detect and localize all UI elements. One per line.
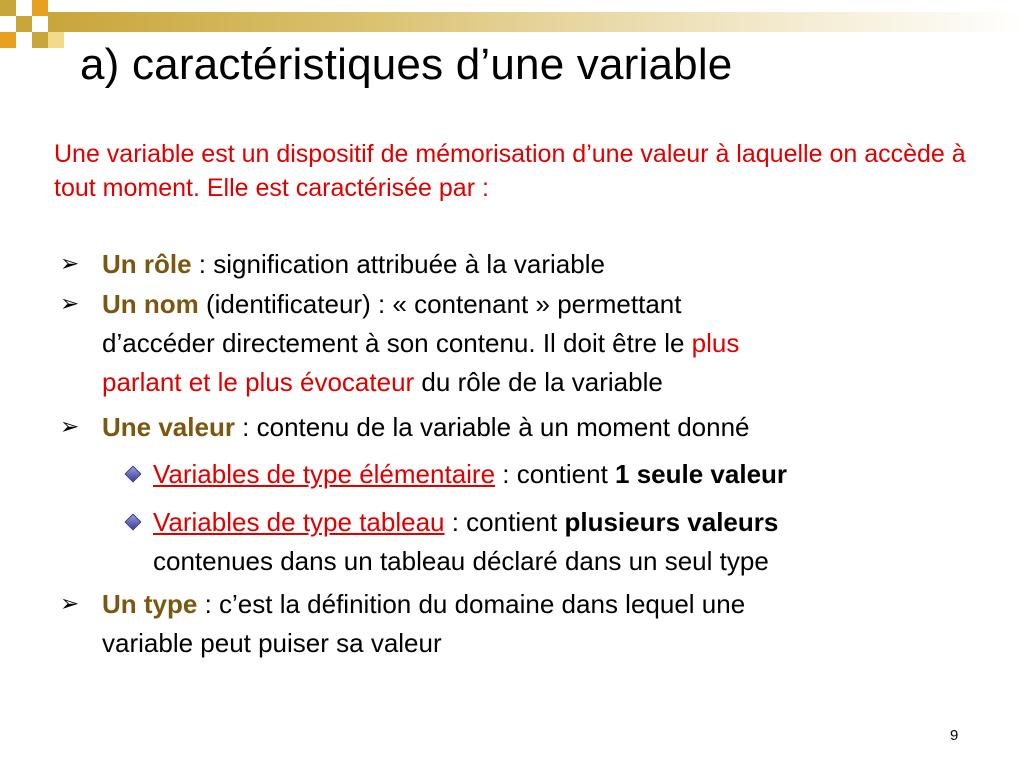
bullet-term: Un type — [102, 589, 198, 619]
decor-square — [16, 16, 32, 32]
bullet-line — [102, 585, 745, 624]
bullet-text: (identificateur) : « contenant » permettant — [198, 289, 682, 319]
arrow-bullet-icon: ➢ — [60, 590, 80, 616]
intro-paragraph: Une variable est un dispositif de mémorisation d’une valeur à laquelle on accède à tout moment. Elle est caractérisée par : — [54, 140, 966, 202]
decor-square — [0, 0, 16, 16]
bullet-line — [102, 324, 739, 363]
bullet-text: : contenu de la variable à un moment donné — [234, 412, 750, 442]
bullet-text: d’accéder directement à son contenu. Il doit être le — [102, 328, 692, 358]
subitem-line: contenues dans un tableau déclaré dans un seul type — [153, 546, 769, 576]
highlight-text: plus — [691, 328, 740, 358]
decor-square — [0, 32, 16, 48]
decor-square — [16, 0, 32, 16]
subitem-elementary — [153, 455, 787, 494]
decor-square — [16, 32, 32, 48]
decor-square — [32, 0, 48, 16]
header-gradient-band — [48, 12, 1024, 32]
bullet-term: Un rôle — [102, 249, 192, 279]
arrow-bullet-icon: ➢ — [60, 250, 80, 276]
bullet-type — [102, 585, 745, 663]
bullet-term: Une valeur — [102, 412, 235, 442]
link-elementary-types[interactable]: Variables de type élémentaire — [153, 459, 496, 489]
subitem-text: : contient — [495, 459, 616, 489]
bullet-text: du rôle de la variable — [414, 367, 663, 397]
decor-square — [48, 32, 64, 48]
bullet-text: : c’est la définition du domaine dans lequel une — [197, 589, 746, 619]
arrow-bullet-icon: ➢ — [60, 290, 80, 316]
slide-title: a) caractéristiques d’une variable — [80, 40, 733, 89]
highlight-text: parlant et le plus évocateur — [102, 367, 415, 397]
diamond-bullet-icon — [125, 514, 142, 531]
subitem-array — [153, 503, 778, 581]
arrow-bullet-icon: ➢ — [60, 413, 80, 439]
diamond-bullet-icon — [125, 466, 142, 483]
decor-square — [0, 16, 16, 32]
bullet-line — [102, 285, 739, 324]
bullet-text: : signification attribuée à la variable — [191, 249, 605, 279]
link-array-types[interactable]: Variables de type tableau — [153, 507, 445, 537]
subitem-text: : contient — [444, 507, 565, 537]
decor-square — [32, 16, 48, 32]
bullet-line — [102, 363, 739, 402]
decor-square — [32, 32, 48, 48]
bullet-role — [102, 245, 605, 284]
bullet-value — [102, 408, 750, 447]
subitem-strong: plusieurs valeurs — [564, 507, 779, 537]
page-number: 9 — [950, 727, 959, 744]
bullet-line: variable peut puiser sa valeur — [102, 628, 442, 658]
subitem-line — [153, 503, 778, 542]
bullet-term: Un nom — [102, 289, 199, 319]
bullet-name — [102, 285, 739, 402]
subitem-strong: 1 seule valeur — [615, 459, 788, 489]
